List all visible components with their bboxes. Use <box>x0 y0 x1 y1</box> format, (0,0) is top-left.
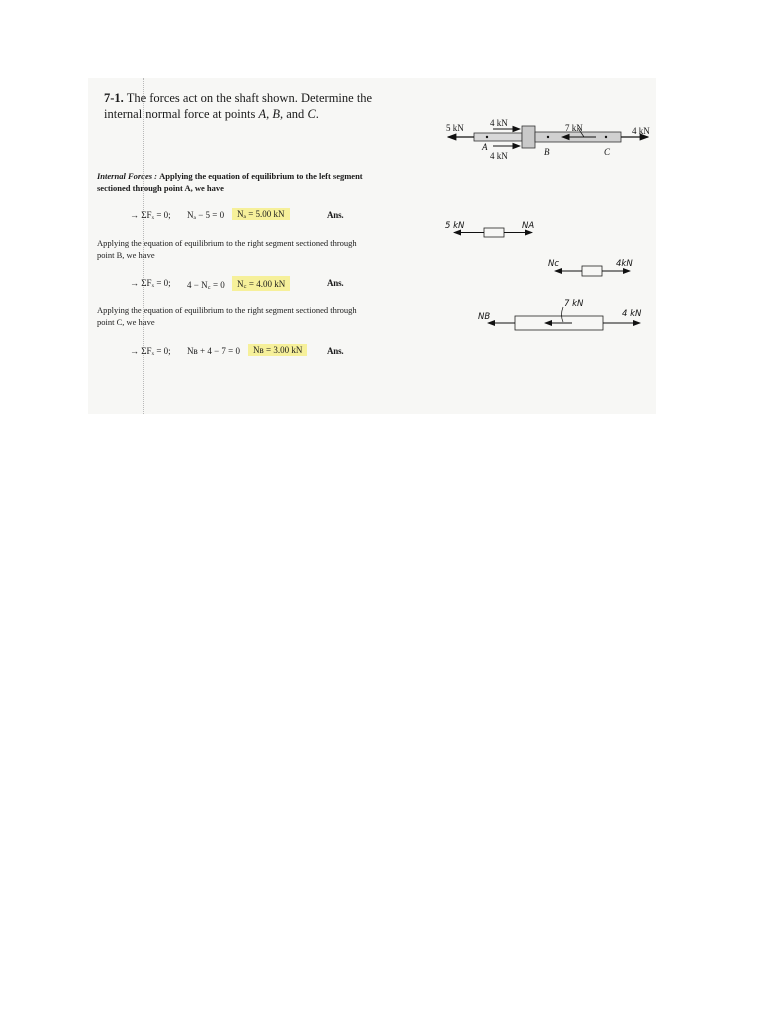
fbd-c-force-label: 4kN <box>616 259 633 269</box>
eq1-ans: Ans. <box>327 210 344 220</box>
eq3-ans: Ans. <box>327 346 344 356</box>
shaft-mid-force-label: 7 kN <box>565 123 583 133</box>
shaft-point-b-label: B <box>544 147 550 157</box>
period: . <box>315 107 319 121</box>
eq1-expr: Nₐ − 5 = 0 <box>187 210 225 220</box>
shaft-left-force-label: 5 kN <box>446 123 464 133</box>
shaft-point-a-label: A <box>482 142 488 152</box>
point-names: A, B, <box>258 107 284 121</box>
problem-text-1: The forces act on the shaft shown. Determine the <box>126 91 373 105</box>
para2-line-2: point B, we have <box>97 250 155 260</box>
eq3-sum: → ΣFₓ = 0; <box>130 346 171 356</box>
fbd-b-mid-force-label: 7 kN <box>564 299 584 309</box>
problem-text-2: internal normal force at points <box>104 107 259 121</box>
fbd-b-internal-label: NB <box>478 312 491 322</box>
point-c-dot <box>605 136 607 138</box>
para2-line-1: Applying the equation of equilibrium to the right segment sectioned through <box>97 238 357 248</box>
fbd-b-leader <box>562 307 564 322</box>
shaft-collar <box>522 126 535 148</box>
fbd-c-internal-label: Nc <box>548 259 560 269</box>
shaft-left-segment <box>474 133 522 141</box>
eq2-expr: 4 − N꜀ = 0 <box>187 280 225 290</box>
eq1-result: Nₐ = 5.00 kN <box>232 208 290 220</box>
fbd-c <box>548 259 633 276</box>
fbd-b <box>478 299 642 330</box>
eq3-expr: Nʙ + 4 − 7 = 0 <box>187 346 240 356</box>
problem-number: 7-1. <box>104 91 124 105</box>
eq3-result: Nʙ = 3.00 kN <box>248 344 307 356</box>
eq2-ans: Ans. <box>327 278 344 288</box>
shaft-point-c-label: C <box>604 147 611 157</box>
eq2-result: N꜀ = 4.00 kN <box>232 276 290 291</box>
point-c-name: C <box>307 107 316 121</box>
fbd-a <box>445 221 534 237</box>
intro-line-2: sectioned through point A, we have <box>97 183 224 193</box>
point-a-dot <box>486 136 488 138</box>
eq2-sum: → ΣFₓ = 0; <box>130 278 171 288</box>
fbd-b-right-force-label: 4 kN <box>622 309 642 319</box>
point-b-dot <box>547 136 549 138</box>
shaft-bottom-force-label: 4 kN <box>490 151 508 161</box>
fbd-a-internal-label: NA <box>522 221 535 231</box>
para3-line-1: Applying the equation of equilibrium to the right segment sectioned through <box>97 305 357 315</box>
shaft-figure <box>446 118 650 161</box>
shaft-top-force-label: 4 kN <box>490 118 508 128</box>
internal-forces-heading: Internal Forces : <box>97 171 157 181</box>
fbd-c-segment <box>582 266 602 276</box>
eq1-sum: → ΣFₓ = 0; <box>130 210 171 220</box>
fbd-a-force-label: 5 kN <box>445 221 465 231</box>
fbd-a-segment <box>484 228 504 237</box>
and-word: and <box>283 107 308 121</box>
shaft-right-force-label: 4 kN <box>632 126 650 136</box>
para3-line-2: point C, we have <box>97 317 155 327</box>
intro-line-1: Applying the equation of equilibrium to the left segment <box>159 171 363 181</box>
